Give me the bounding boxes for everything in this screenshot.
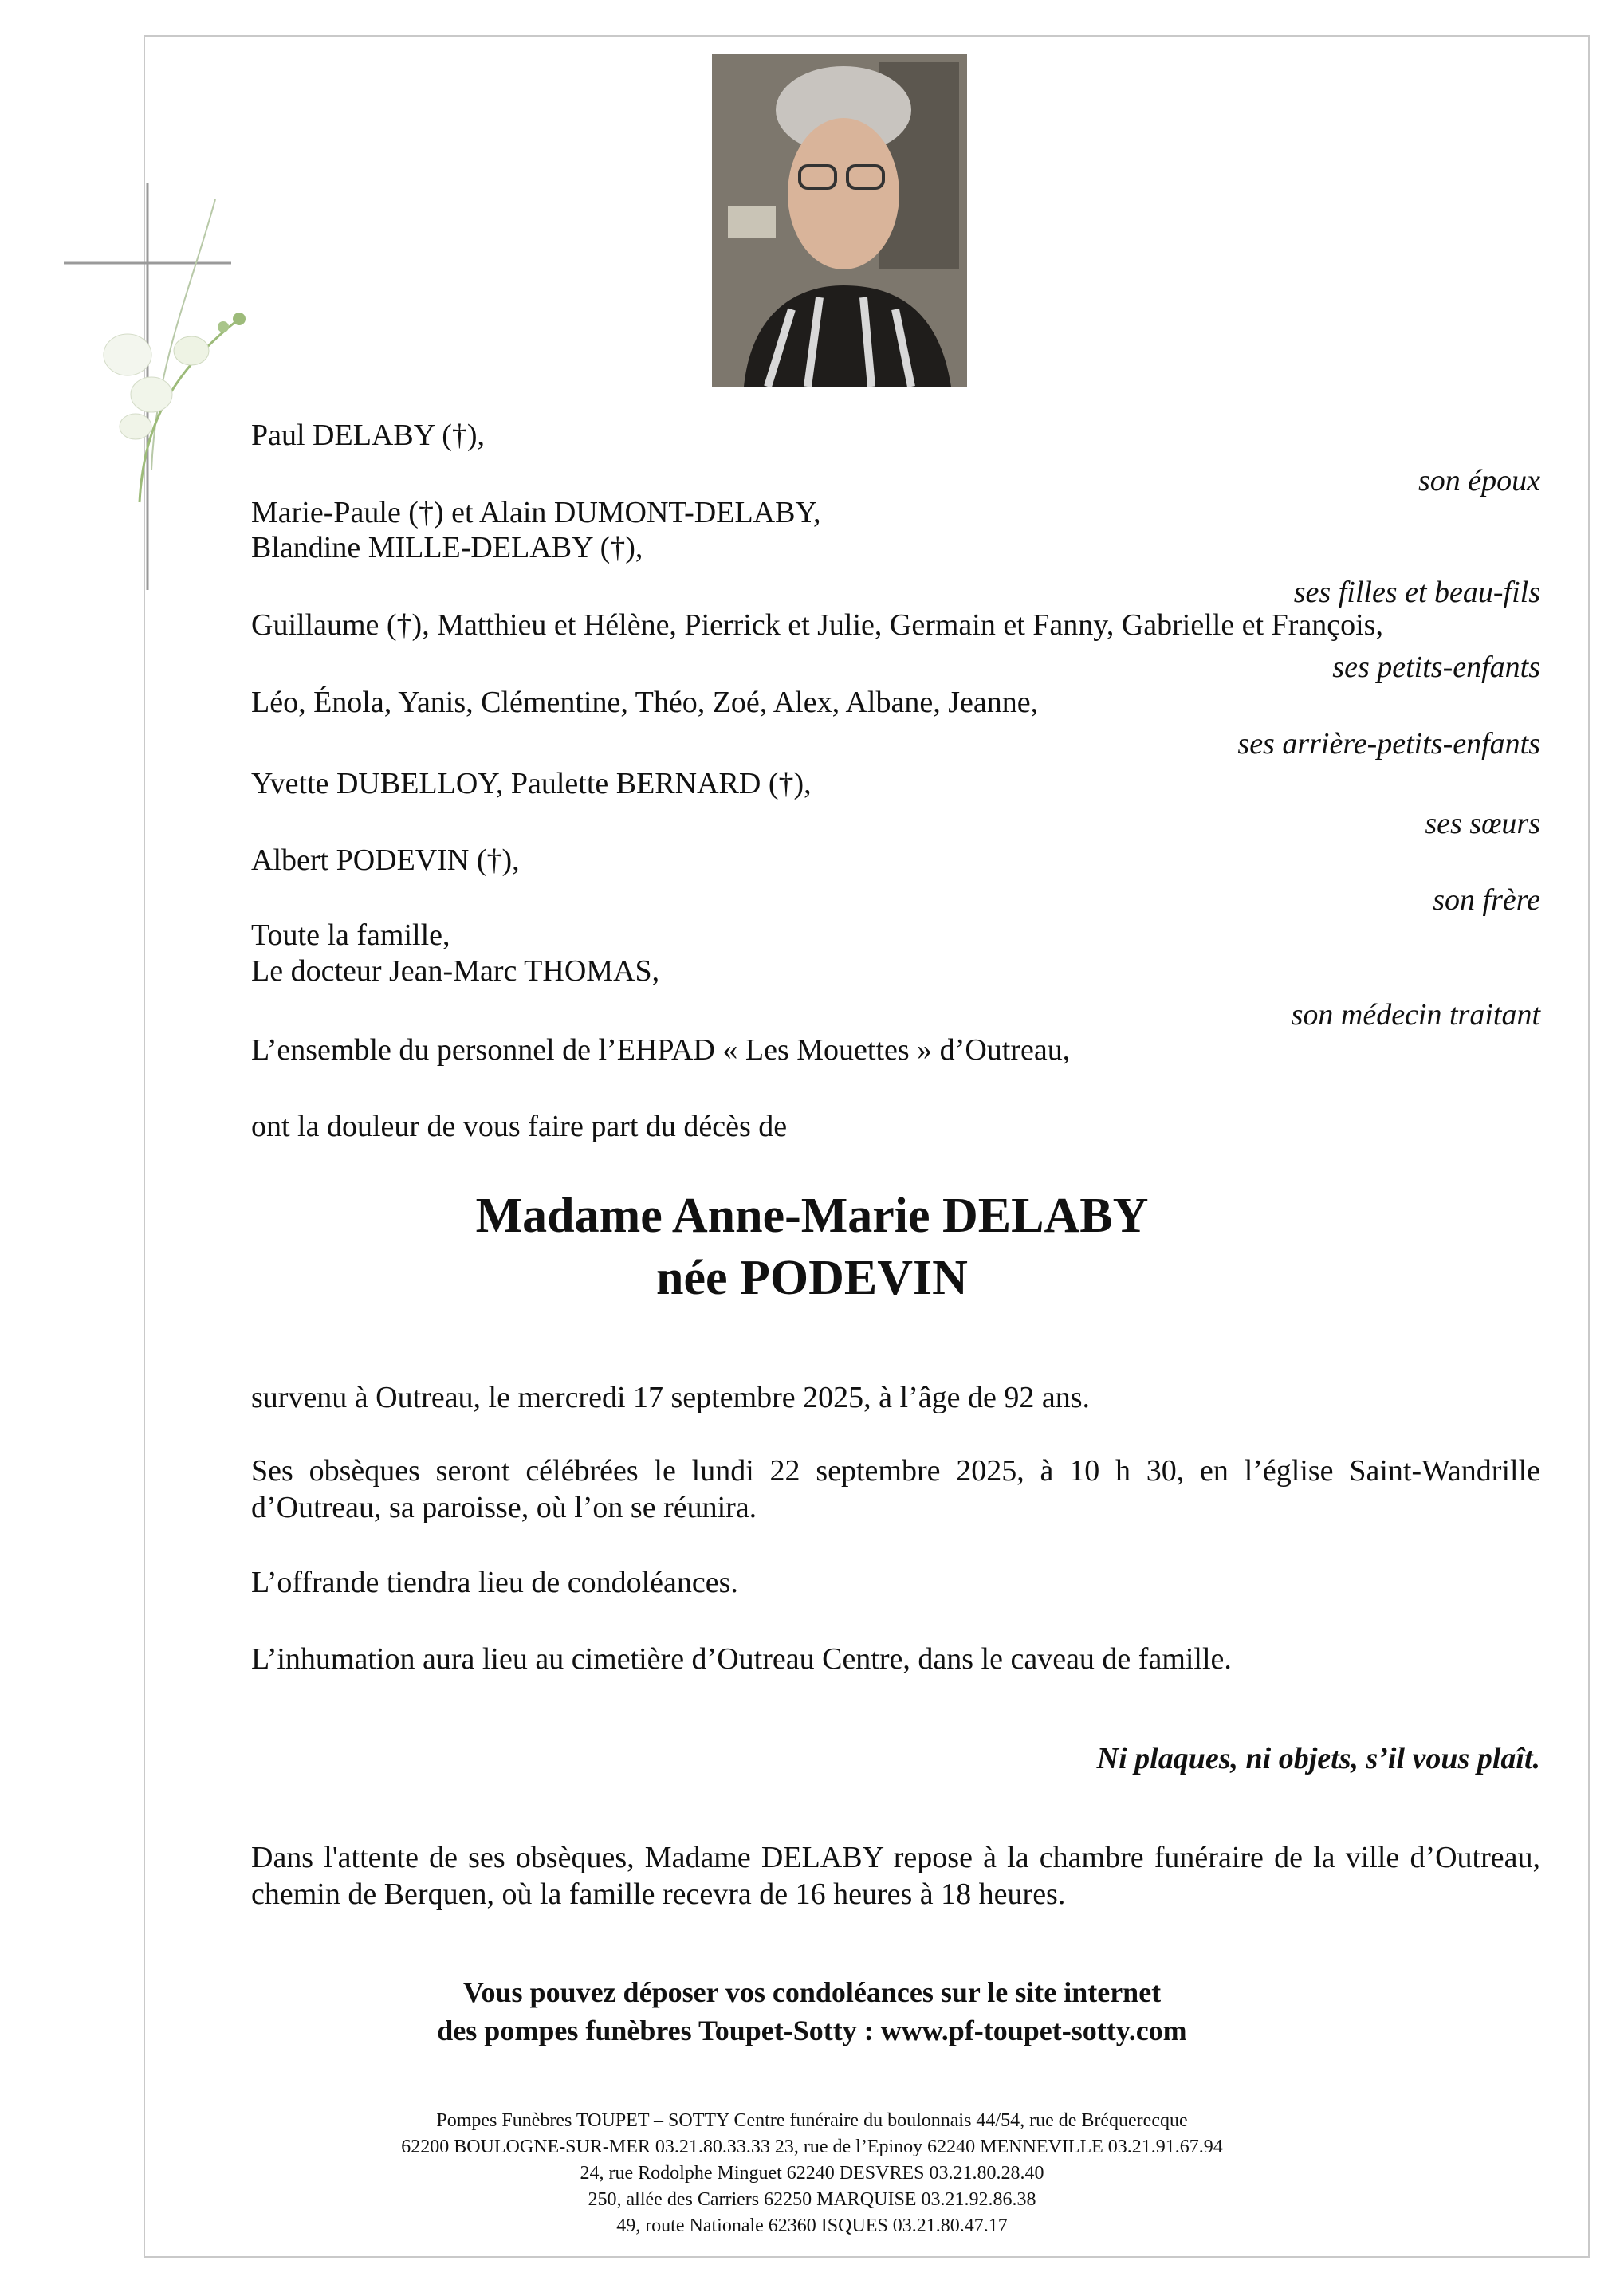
family-relation: ses arrière-petits-enfants: [1237, 727, 1540, 761]
family-name-line: Yvette DUBELLOY, Paulette BERNARD (†),: [251, 767, 812, 800]
footer-line: 49, route Nationale 62360 ISQUES 03.21.80.47.17: [616, 2215, 1008, 2236]
family-relation: son frère: [1433, 883, 1540, 917]
portrait-photo: [712, 54, 967, 387]
footer-line: 24, rue Rodolphe Minguet 62240 DESVRES 03.21.80.28.40: [580, 2163, 1044, 2184]
family-relation: ses sœurs: [1425, 807, 1540, 840]
condolences-website-line: des pompes funèbres Toupet-Sotty : www.pf-toupet-sotty.com: [437, 2015, 1187, 2046]
family-relation: ses petits-enfants: [1332, 651, 1540, 684]
family-name-line: Paul DELABY (†),: [251, 419, 486, 452]
family-name-line: Marie-Paule (†) et Alain DUMONT-DELABY,: [251, 496, 821, 529]
condolences-line: Vous pouvez déposer vos condoléances sur le site internet: [462, 1976, 1162, 2008]
family-name-line: Albert PODEVIN (†),: [251, 843, 520, 877]
funeral-info: Ses obsèques seront célébrées le lundi 22 septembre 2025, à 10 h 30, en l’église Saint-Wandrille d’Outreau, sa paroisse, où l’on se réunira.: [251, 1454, 1540, 1524]
family-name-line: Léo, Énola, Yanis, Clémentine, Théo, Zoé, Alex, Albane, Jeanne,: [251, 686, 1039, 719]
footer-line: Pompes Funèbres TOUPET – SOTTY Centre funéraire du boulonnais 44/54, rue de Bréquerecque: [436, 2110, 1188, 2131]
family-name-line: Le docteur Jean-Marc THOMAS,: [251, 954, 660, 988]
portrait-figure: [712, 54, 967, 387]
no-flowers-note: Ni plaques, ni objets, s’il vous plaît.: [1096, 1742, 1540, 1775]
death-info: survenu à Outreau, le mercredi 17 septembre 2025, à l’âge de 92 ans.: [251, 1381, 1090, 1414]
burial-text: L’inhumation aura lieu au cimetière d’Outreau Centre, dans le caveau de famille.: [251, 1642, 1232, 1676]
family-relation: son médecin traitant: [1291, 998, 1540, 1032]
family-name-line: Blandine MILLE-DELABY (†),: [251, 531, 643, 564]
family-relation: son époux: [1418, 464, 1540, 497]
visitation-text: Dans l'attente de ses obsèques, Madame DELABY repose à la chambre funéraire de la ville d’Outreau, chemin de Berquen, où la famille recevra de 16 heures à 18 heures.: [251, 1841, 1540, 1911]
family-relation: ses filles et beau-fils: [1293, 576, 1540, 609]
footer-line: 250, allée des Carriers 62250 MARQUISE 03.21.92.86.38: [588, 2189, 1036, 2210]
family-name-line: Guillaume (†), Matthieu et Hélène, Pierrick et Julie, Germain et Fanny, Gabrielle et François,: [251, 608, 1383, 642]
deceased-maiden-name: née PODEVIN: [656, 1251, 968, 1305]
family-name-line: Toute la famille,: [251, 918, 450, 952]
announcement-text: ont la douleur de vous faire part du décès de: [251, 1110, 788, 1143]
offering-text: L’offrande tiendra lieu de condoléances.: [251, 1566, 738, 1599]
deceased-name: Madame Anne-Marie DELABY: [475, 1189, 1149, 1243]
family-name-line: L’ensemble du personnel de l’EHPAD « Les Mouettes » d’Outreau,: [251, 1033, 1071, 1067]
footer-line: 62200 BOULOGNE-SUR-MER 03.21.80.33.33 23, rue de l’Epinoy 62240 MENNEVILLE 03.21.91.67.94: [401, 2137, 1223, 2157]
